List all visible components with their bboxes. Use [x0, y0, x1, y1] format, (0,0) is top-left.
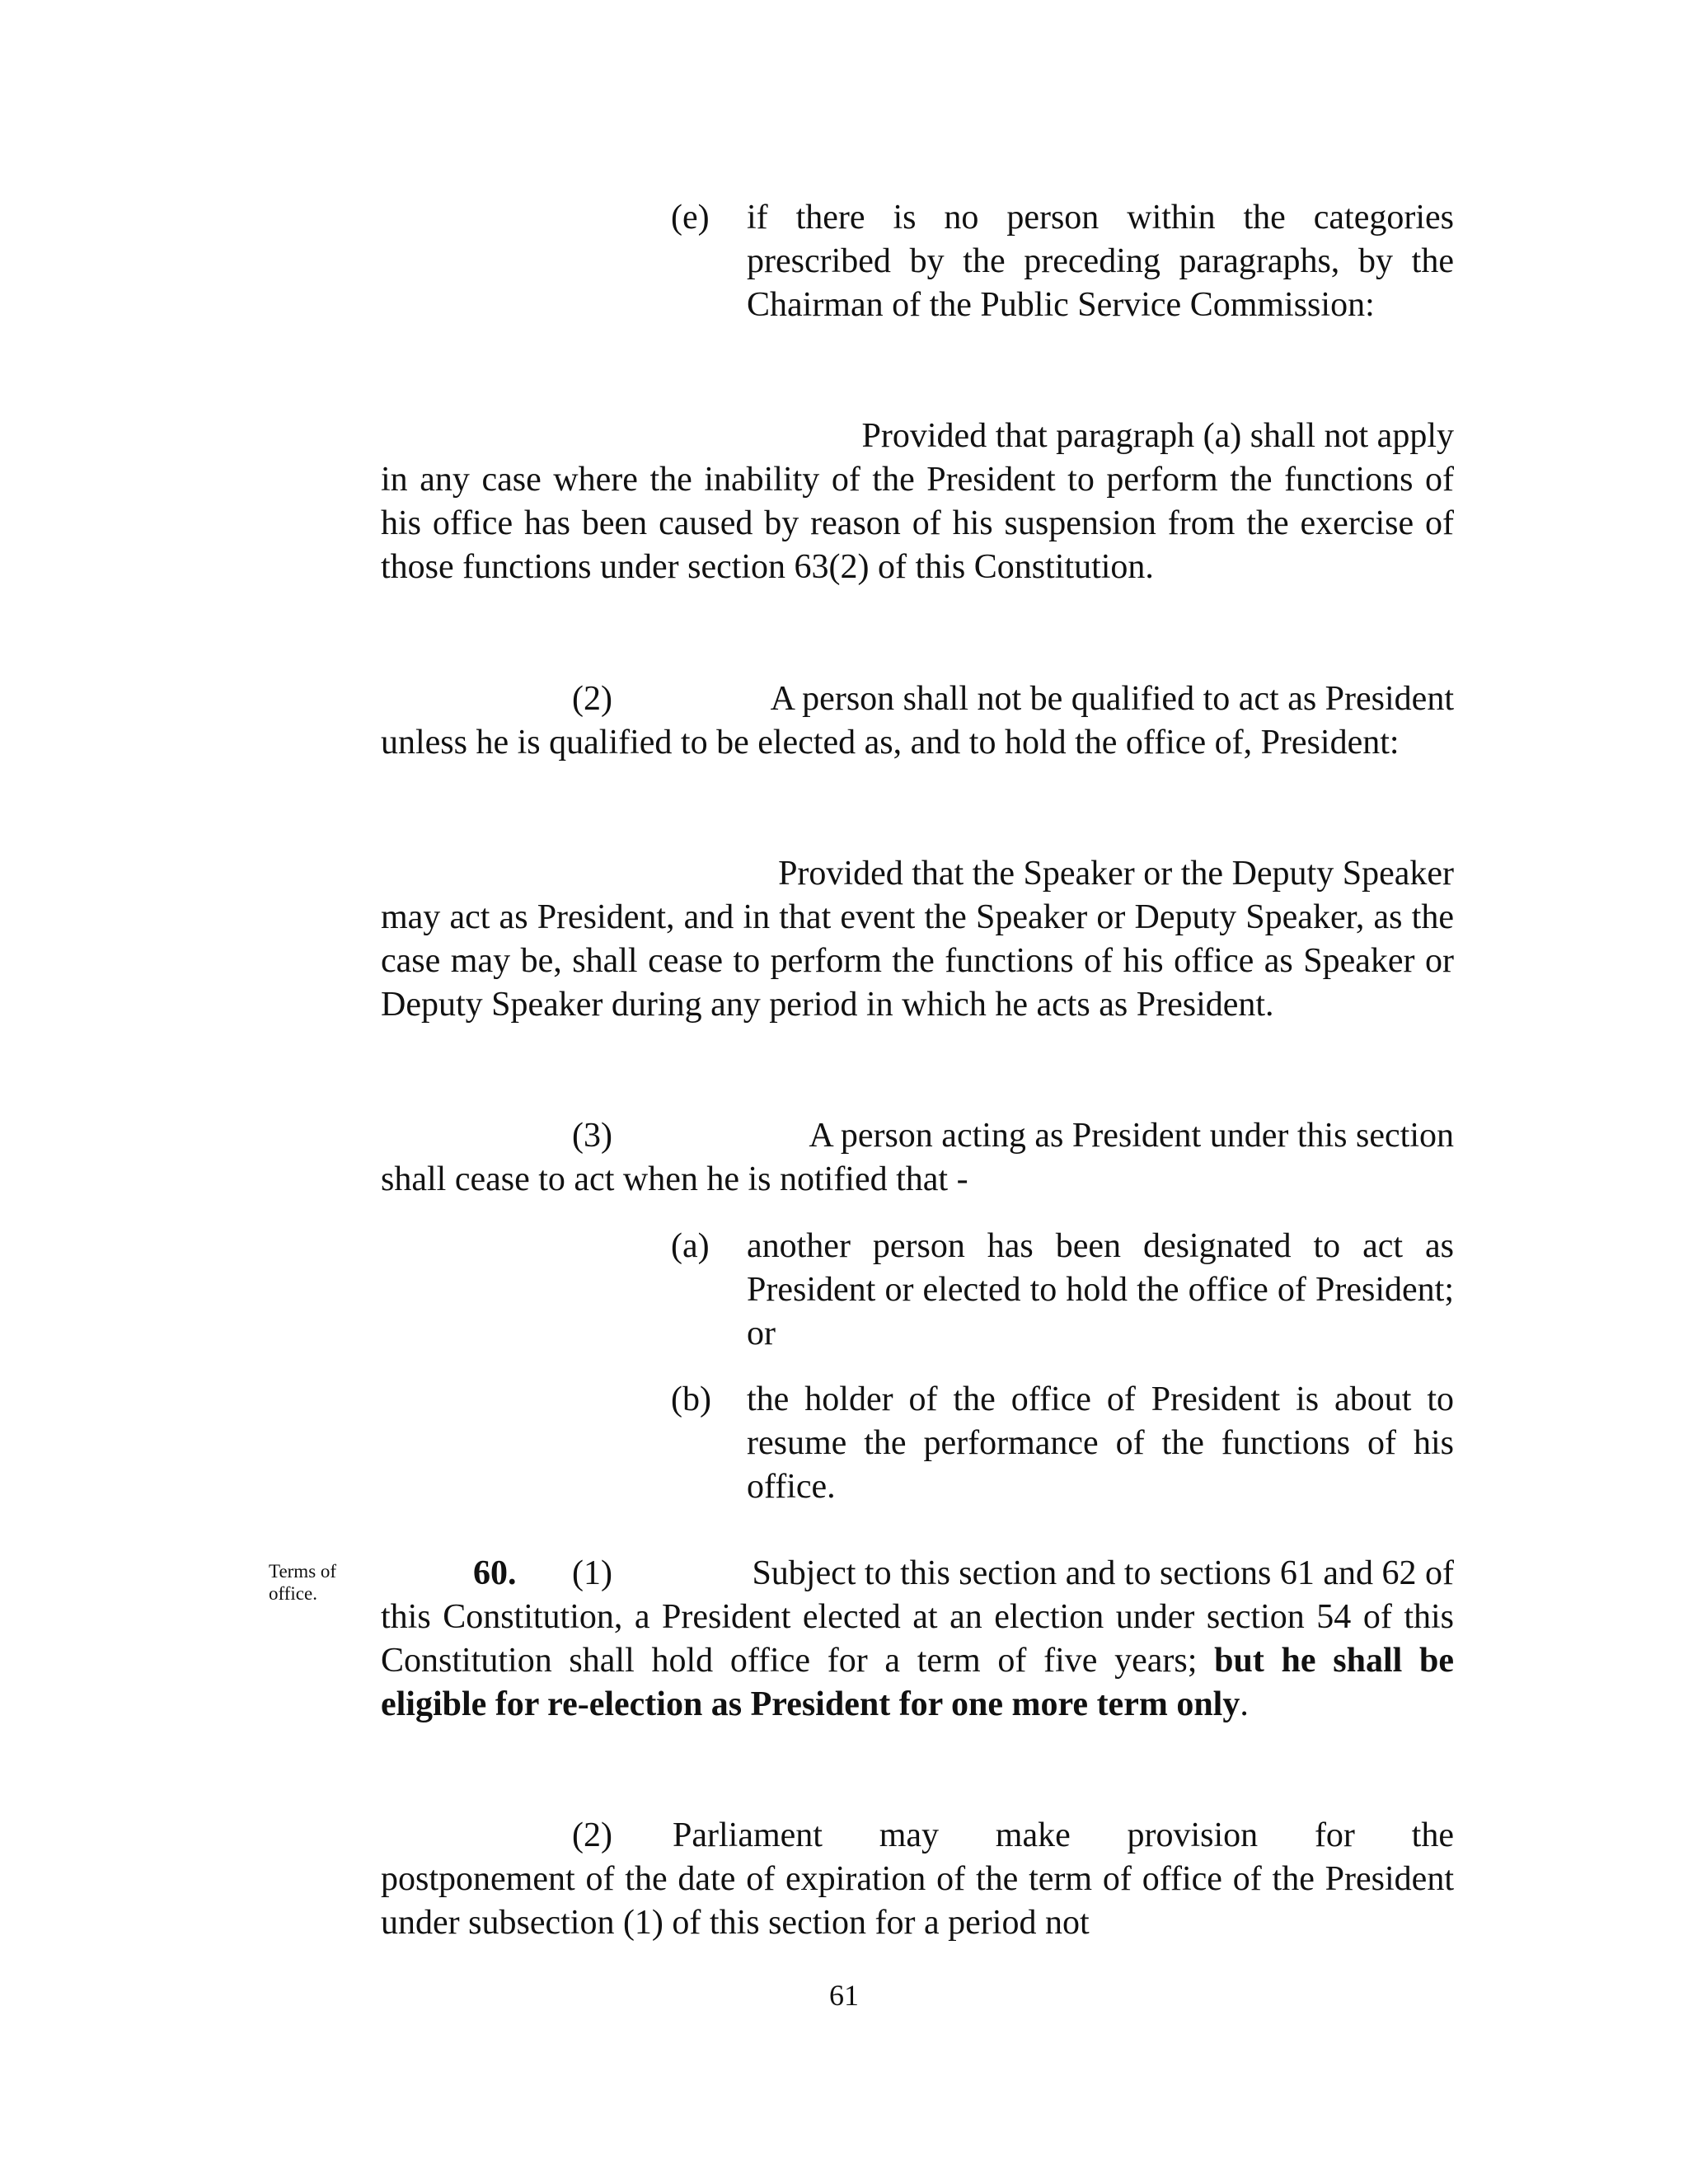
section-60-number: 60. — [473, 1554, 517, 1592]
subsection-3-first-line: A person acting as President under this section — [809, 1117, 1454, 1155]
paragraph-b-text: the holder of the office of President is about to resume the performance of the functions of his office. — [747, 1380, 1454, 1506]
proviso-1-first-line: Provided that paragraph (a) shall not apply — [861, 417, 1454, 455]
section-60-subsection-2-rest: postponement of the date of expiration of the term of office of the President under subsection (1) of this section for a period not — [381, 1860, 1454, 1942]
subsection-2 — [381, 677, 1454, 765]
section-60-subsection-2-first-line: Parliament may make provision for the — [673, 1816, 1454, 1854]
section-60-subsection-2-label: (2) — [572, 1816, 612, 1854]
section-60-first-line: Subject to this section and to sections 61 and 62 of — [752, 1554, 1454, 1592]
section-60 — [381, 1552, 1454, 1727]
section-60-end: . — [1240, 1685, 1249, 1723]
proviso-2-rest: may act as President, and in that event the Speaker or Deputy Speaker, as the case may be, shall cease to perform the functions of his office as Speaker or Deputy Speaker during any period in which he acts as President. — [381, 898, 1454, 1024]
paragraph-e-text: if there is no person within the categories prescribed by the preceding paragraphs, by the Chairman of the Public Service Commission: — [747, 199, 1454, 324]
section-60-bold-text: but he shall be eligible for re-election as President for one more term only — [381, 1642, 1455, 1723]
section-60-label: (1) — [572, 1554, 612, 1592]
proviso-1-rest: in any case where the inability of the President to perform the functions of his office has been caused by reason of his suspension from the exercise of those functions under section 63(2) of this Constitution. — [381, 461, 1454, 586]
proviso-2-first-line: Provided that the Speaker or the Deputy Speaker — [778, 855, 1454, 893]
subsection-3 — [381, 1114, 1454, 1202]
proviso-2 — [381, 852, 1454, 1027]
section-60-rest: this Constitution, a President elected at an election under section 54 of this Constitution shall hold office for a term of five years; — [381, 1598, 1454, 1680]
subsection-2-first-line: A person shall not be qualified to act as President — [770, 680, 1454, 718]
proviso-1 — [381, 415, 1454, 589]
subsection-3-label: (3) — [572, 1117, 612, 1155]
margin-note: Terms of office. — [269, 1561, 337, 1604]
subsection-3-rest: shall cease to act when he is notified that - — [381, 1160, 968, 1198]
paragraph-a-text: another person has been designated to act as President or elected to hold the office of President; or — [747, 1227, 1454, 1352]
paragraph-e-label: (e) — [671, 199, 710, 237]
page-number: 61 — [829, 1979, 859, 2012]
section-60-subsection-2 — [381, 1814, 1454, 1945]
paragraph-b-label: (b) — [671, 1380, 711, 1418]
subsection-2-rest: unless he is qualified to be elected as, and to hold the office of, President: — [381, 724, 1400, 762]
paragraph-a-label: (a) — [671, 1227, 710, 1265]
subsection-2-label: (2) — [572, 680, 612, 718]
